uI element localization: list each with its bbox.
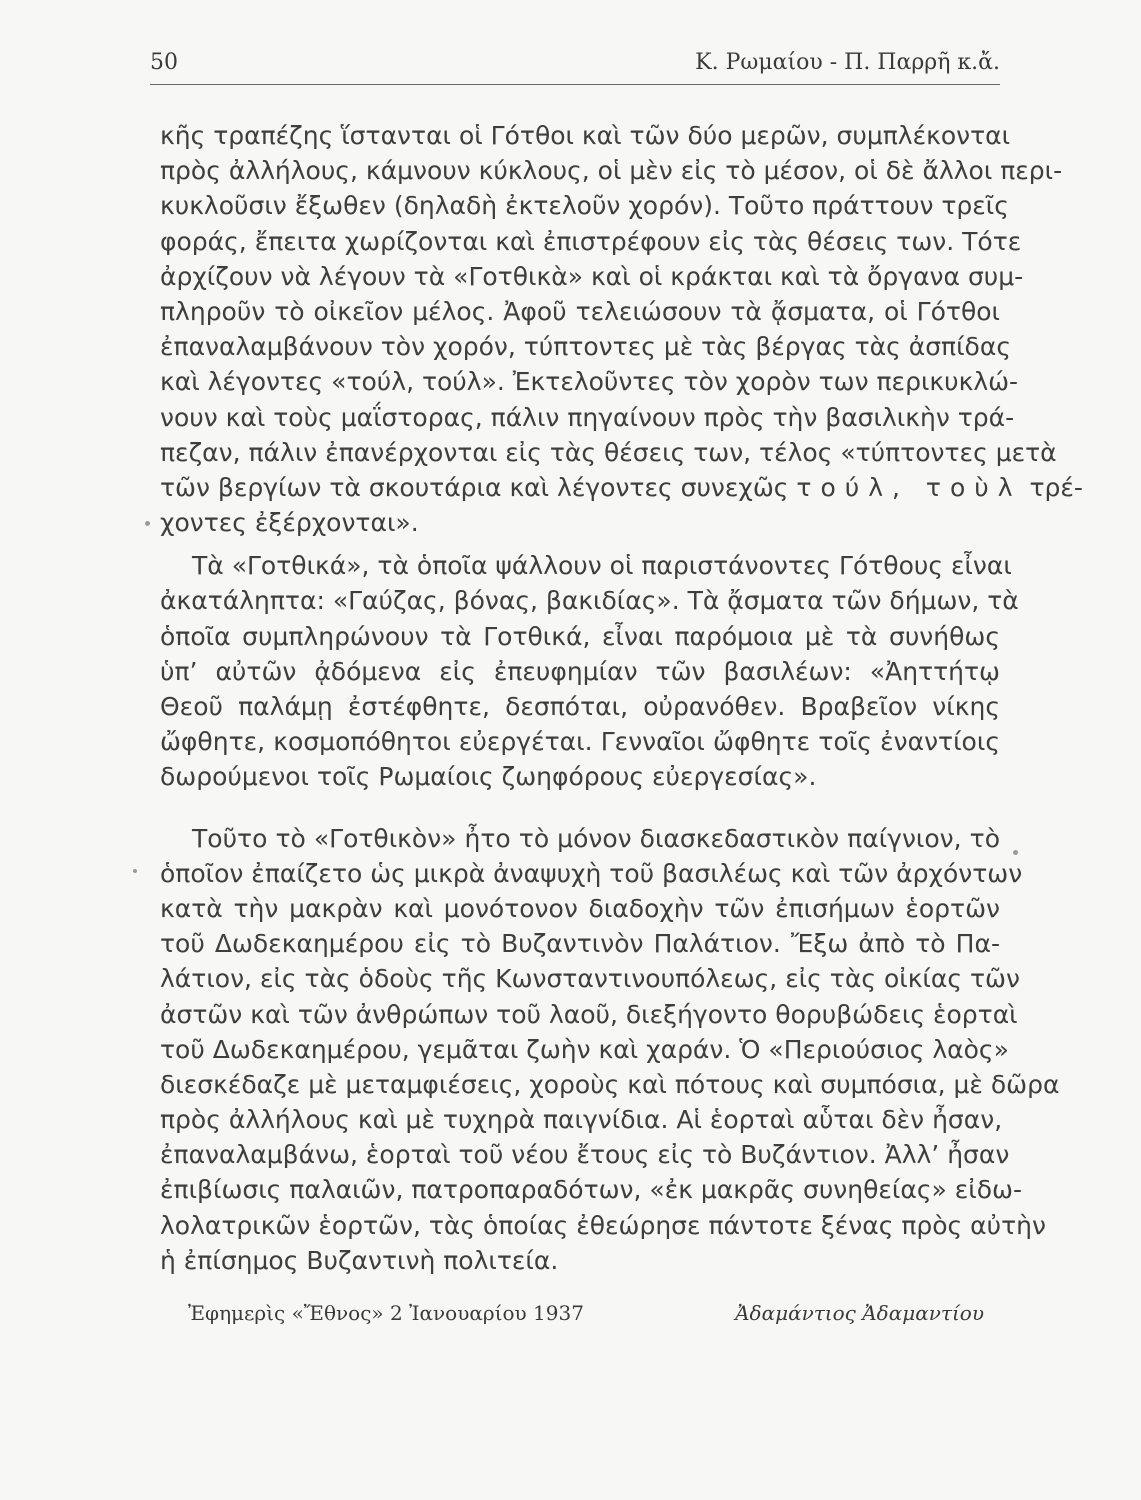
running-head — [150, 44, 1000, 85]
print-speck — [1013, 850, 1018, 855]
source-line — [188, 1297, 984, 1331]
text-line: πεζαν, πάλιν ἐπανέρχονται εἰς τὰς θέσεις των, τέλος «τύπτοντες μετὰ — [160, 437, 1057, 467]
text-line: ἀρχίζουν νὰ λέγουν τὰ «Γοτθικὰ» καὶ οἱ κράκται καὶ τὰ ὄργανα συμ- — [160, 261, 1024, 291]
paragraph-gap — [160, 540, 1000, 548]
source-author: Ἀδαμάντιος Ἀδαμαντίου — [735, 1301, 984, 1325]
text-line: χοντες ἐξέρχονται». — [160, 508, 419, 538]
text-line: ὑπ’ αὐτῶν ᾀδόμενα εἰς ἐπευφημίαν τῶν βασιλέων: «Ἀηττήτῳ — [160, 656, 1000, 686]
text-line: ἡ ἐπίσημος Βυζαντινὴ πολιτεία. — [160, 1245, 559, 1275]
text-line: λάτιον, εἰς τὰς ὁδοὺς τῆς Κωνσταντινουπόλεως, εἰς τὰς οἰκίας τῶν — [160, 964, 1020, 994]
running-title: Κ. Ρωμαίου - Π. Παρρῆ κ.ἄ. — [695, 50, 1000, 75]
text-line: κυκλοῦσιν ἔξωθεν (δηλαδὴ ἐκτελοῦν χορόν). Τοῦτο πράττουν τρεῖς — [160, 191, 1009, 221]
text-line: νουν καὶ τοὺς μαΐστορας, πάλιν πηγαίνουν πρὸς τὴν βασιλικὴν τρά- — [160, 402, 1015, 432]
text-line: ὤφθητε, κοσμοπόθητοι εὐεργέται. Γενναῖοι ὤφθητε τοῖς ἐναντίοις — [160, 727, 1000, 757]
text-line: Τὰ «Γοτθικά», τὰ ὁποῖα ψάλλουν οἱ παριστάνοντες Γότθους εἶναι — [192, 551, 1012, 581]
text-line — [160, 470, 1083, 505]
text-line: λολατρικῶν ἑορτῶν, τὰς ὁποίας ἐθεώρησε πάντοτε ξένας πρὸς αὐτὴν — [160, 1210, 1046, 1240]
text-line: Θεοῦ παλάμῃ ἐστέφθητε, δεσπόται, οὐρανόθεν. Βραβεῖον νίκης — [160, 692, 1000, 721]
text-segment: τρέ- — [1029, 472, 1083, 502]
text-line: ἐπιβίωσις παλαιῶν, πατροπαραδότων, «ἐκ μακρᾶς συνηθείας» εἰδω- — [160, 1175, 1022, 1205]
text-line: τοῦ Δωδεκαημέρου εἰς τὸ Βυζαντινὸν Παλάτιον. Ἔξω ἀπὸ τὸ Πα- — [160, 929, 1000, 959]
paragraph-2 — [160, 548, 1019, 794]
text-line: δωρούμενοι τοῖς Ρωμαίοις ζωηφόρους εὐεργεσίας». — [160, 762, 817, 792]
text-line: πρὸς ἀλλήλους, κάμνουν κύκλους, οἱ μὲν εἰς τὸ μέσον, οἱ δὲ ἄλλοι περι- — [160, 156, 1063, 186]
text-line: ἐπαναλαμβάνω, ἑορταὶ τοῦ νέου ἔτους εἰς τὸ Βυζάντιον. Ἀλλ’ ἦσαν — [160, 1140, 1010, 1170]
body-text — [160, 118, 1083, 1278]
text-line: κῆς τραπέζης ἵστανται οἱ Γότθοι καὶ τῶν δύο μερῶν, συμπλέκονται — [160, 121, 1011, 150]
text-line: κατὰ τὴν μακρὰν καὶ μονότονον διαδοχὴν τῶν ἐπισήμων ἑορτῶν — [160, 893, 1000, 923]
text-segment: τῶν βεργίων τὰ σκουτάρια καὶ λέγοντες συνεχῶς — [160, 472, 789, 502]
text-line: καὶ λέγοντες «τούλ, τούλ». Ἐκτελοῦντες τὸν χορὸν των περικυκλώ- — [160, 367, 1019, 397]
text-line: τοῦ Δωδεκαημέρου, γεμᾶται ζωὴν καὶ χαράν. Ὁ «Περιούσιος λαὸς» — [160, 1034, 1009, 1064]
text-line: πληροῦν τὸ οἰκεῖον μέλος. Ἀφοῦ τελειώσουν τὰ ᾄσματα, οἱ Γότθοι — [160, 296, 1000, 326]
paragraph-1 — [160, 118, 1083, 540]
text-line: διεσκέδαζε μὲ μεταμφιέσεις, χοροὺς καὶ πότους καὶ συμπόσια, μὲ δῶρα — [160, 1069, 1060, 1099]
text-line: ὁποῖα συμπληρώνουν τὰ Γοτθικά, εἶναι παρόμοια μὲ τὰ συνήθως — [160, 621, 1000, 651]
text-line: ἀστῶν καὶ τῶν ἀνθρώπων τοῦ λαοῦ, διεξήγοντο θορυβώδεις ἑορταὶ — [160, 999, 1018, 1029]
text-line: φοράς, ἔπειτα χωρίζονται καὶ ἐπιστρέφουν εἰς τὰς θέσεις των. Τότε — [160, 226, 1022, 256]
text-line: ὁποῖον ἐπαίζετο ὡς μικρὰ ἀναψυχὴ τοῦ βασιλέως καὶ τῶν ἀρχόντων — [160, 858, 1023, 888]
section-gap — [160, 795, 1000, 821]
paragraph-3 — [160, 821, 1060, 1278]
text-line: πρὸς ἀλλήλους καὶ μὲ τυχηρὰ παιγνίδια. Αἱ ἑορταὶ αὗται δὲν ἦσαν, — [160, 1105, 1003, 1135]
print-speck — [145, 521, 150, 526]
spaced-refrain: τούλ, τοὺλ — [796, 472, 1022, 502]
text-line: Τοῦτο τὸ «Γοτθικὸν» ἦτο τὸ μόνον διασκεδαστικὸν παίγνιον, τὸ — [192, 823, 1000, 853]
print-speck — [133, 869, 137, 873]
page-number: 50 — [150, 50, 178, 75]
text-line: ἀκατάληπτα: «Γαύζας, βόνας, βακιδίας». Τὰ ᾄσματα τῶν δήμων, τὰ — [160, 586, 1019, 616]
text-line: ἐπαναλαμβάνουν τὸν χορόν, τύπτοντες μὲ τὰς βέργας τὰς ἀσπίδας — [160, 332, 1012, 362]
source-reference: Ἐφημερὶς «Ἔθνος» 2 Ἰανουαρίου 1937 — [188, 1301, 584, 1325]
